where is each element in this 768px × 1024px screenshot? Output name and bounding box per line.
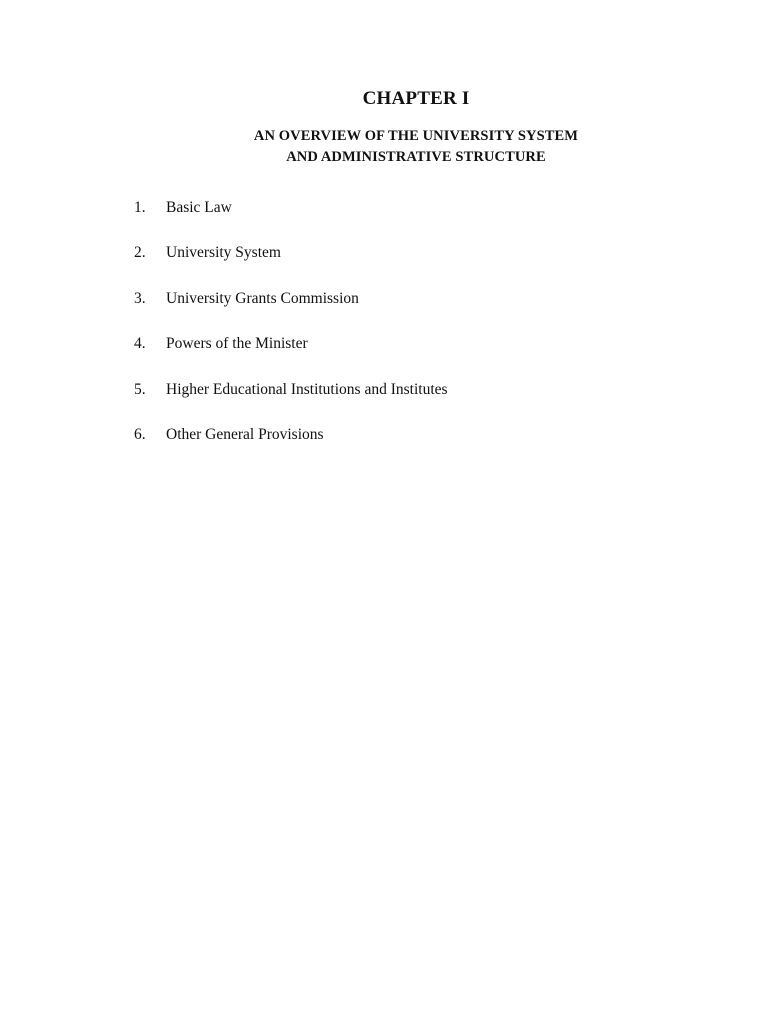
list-item bbox=[134, 289, 694, 334]
list-item-label: University System bbox=[166, 244, 281, 262]
list-item-number: 2. bbox=[134, 244, 146, 262]
contents-list bbox=[134, 198, 694, 470]
list-item-number: 3. bbox=[134, 289, 146, 307]
list-item bbox=[134, 334, 694, 379]
list-item-label: Other General Provisions bbox=[166, 425, 324, 443]
list-item-number: 5. bbox=[134, 380, 146, 398]
chapter-subtitle-line-2: AND ADMINISTRATIVE STRUCTURE bbox=[286, 149, 546, 165]
list-item bbox=[134, 243, 694, 288]
list-item-number: 1. bbox=[134, 199, 146, 216]
list-item-number: 6. bbox=[134, 425, 146, 443]
list-item-label: Powers of the Minister bbox=[166, 335, 308, 353]
list-item-label: Basic Law bbox=[166, 199, 232, 216]
list-item bbox=[134, 198, 694, 243]
chapter-subtitle-line-1: AN OVERVIEW OF THE UNIVERSITY SYSTEM bbox=[253, 128, 579, 144]
chapter-subtitle bbox=[0, 126, 768, 168]
list-item-number: 4. bbox=[134, 335, 146, 353]
list-item-label: Higher Educational Institutions and Institutes bbox=[166, 380, 448, 398]
list-item bbox=[134, 425, 694, 470]
chapter-title: CHAPTER I bbox=[362, 88, 470, 109]
list-item bbox=[134, 380, 694, 425]
list-item-label: University Grants Commission bbox=[166, 289, 359, 307]
